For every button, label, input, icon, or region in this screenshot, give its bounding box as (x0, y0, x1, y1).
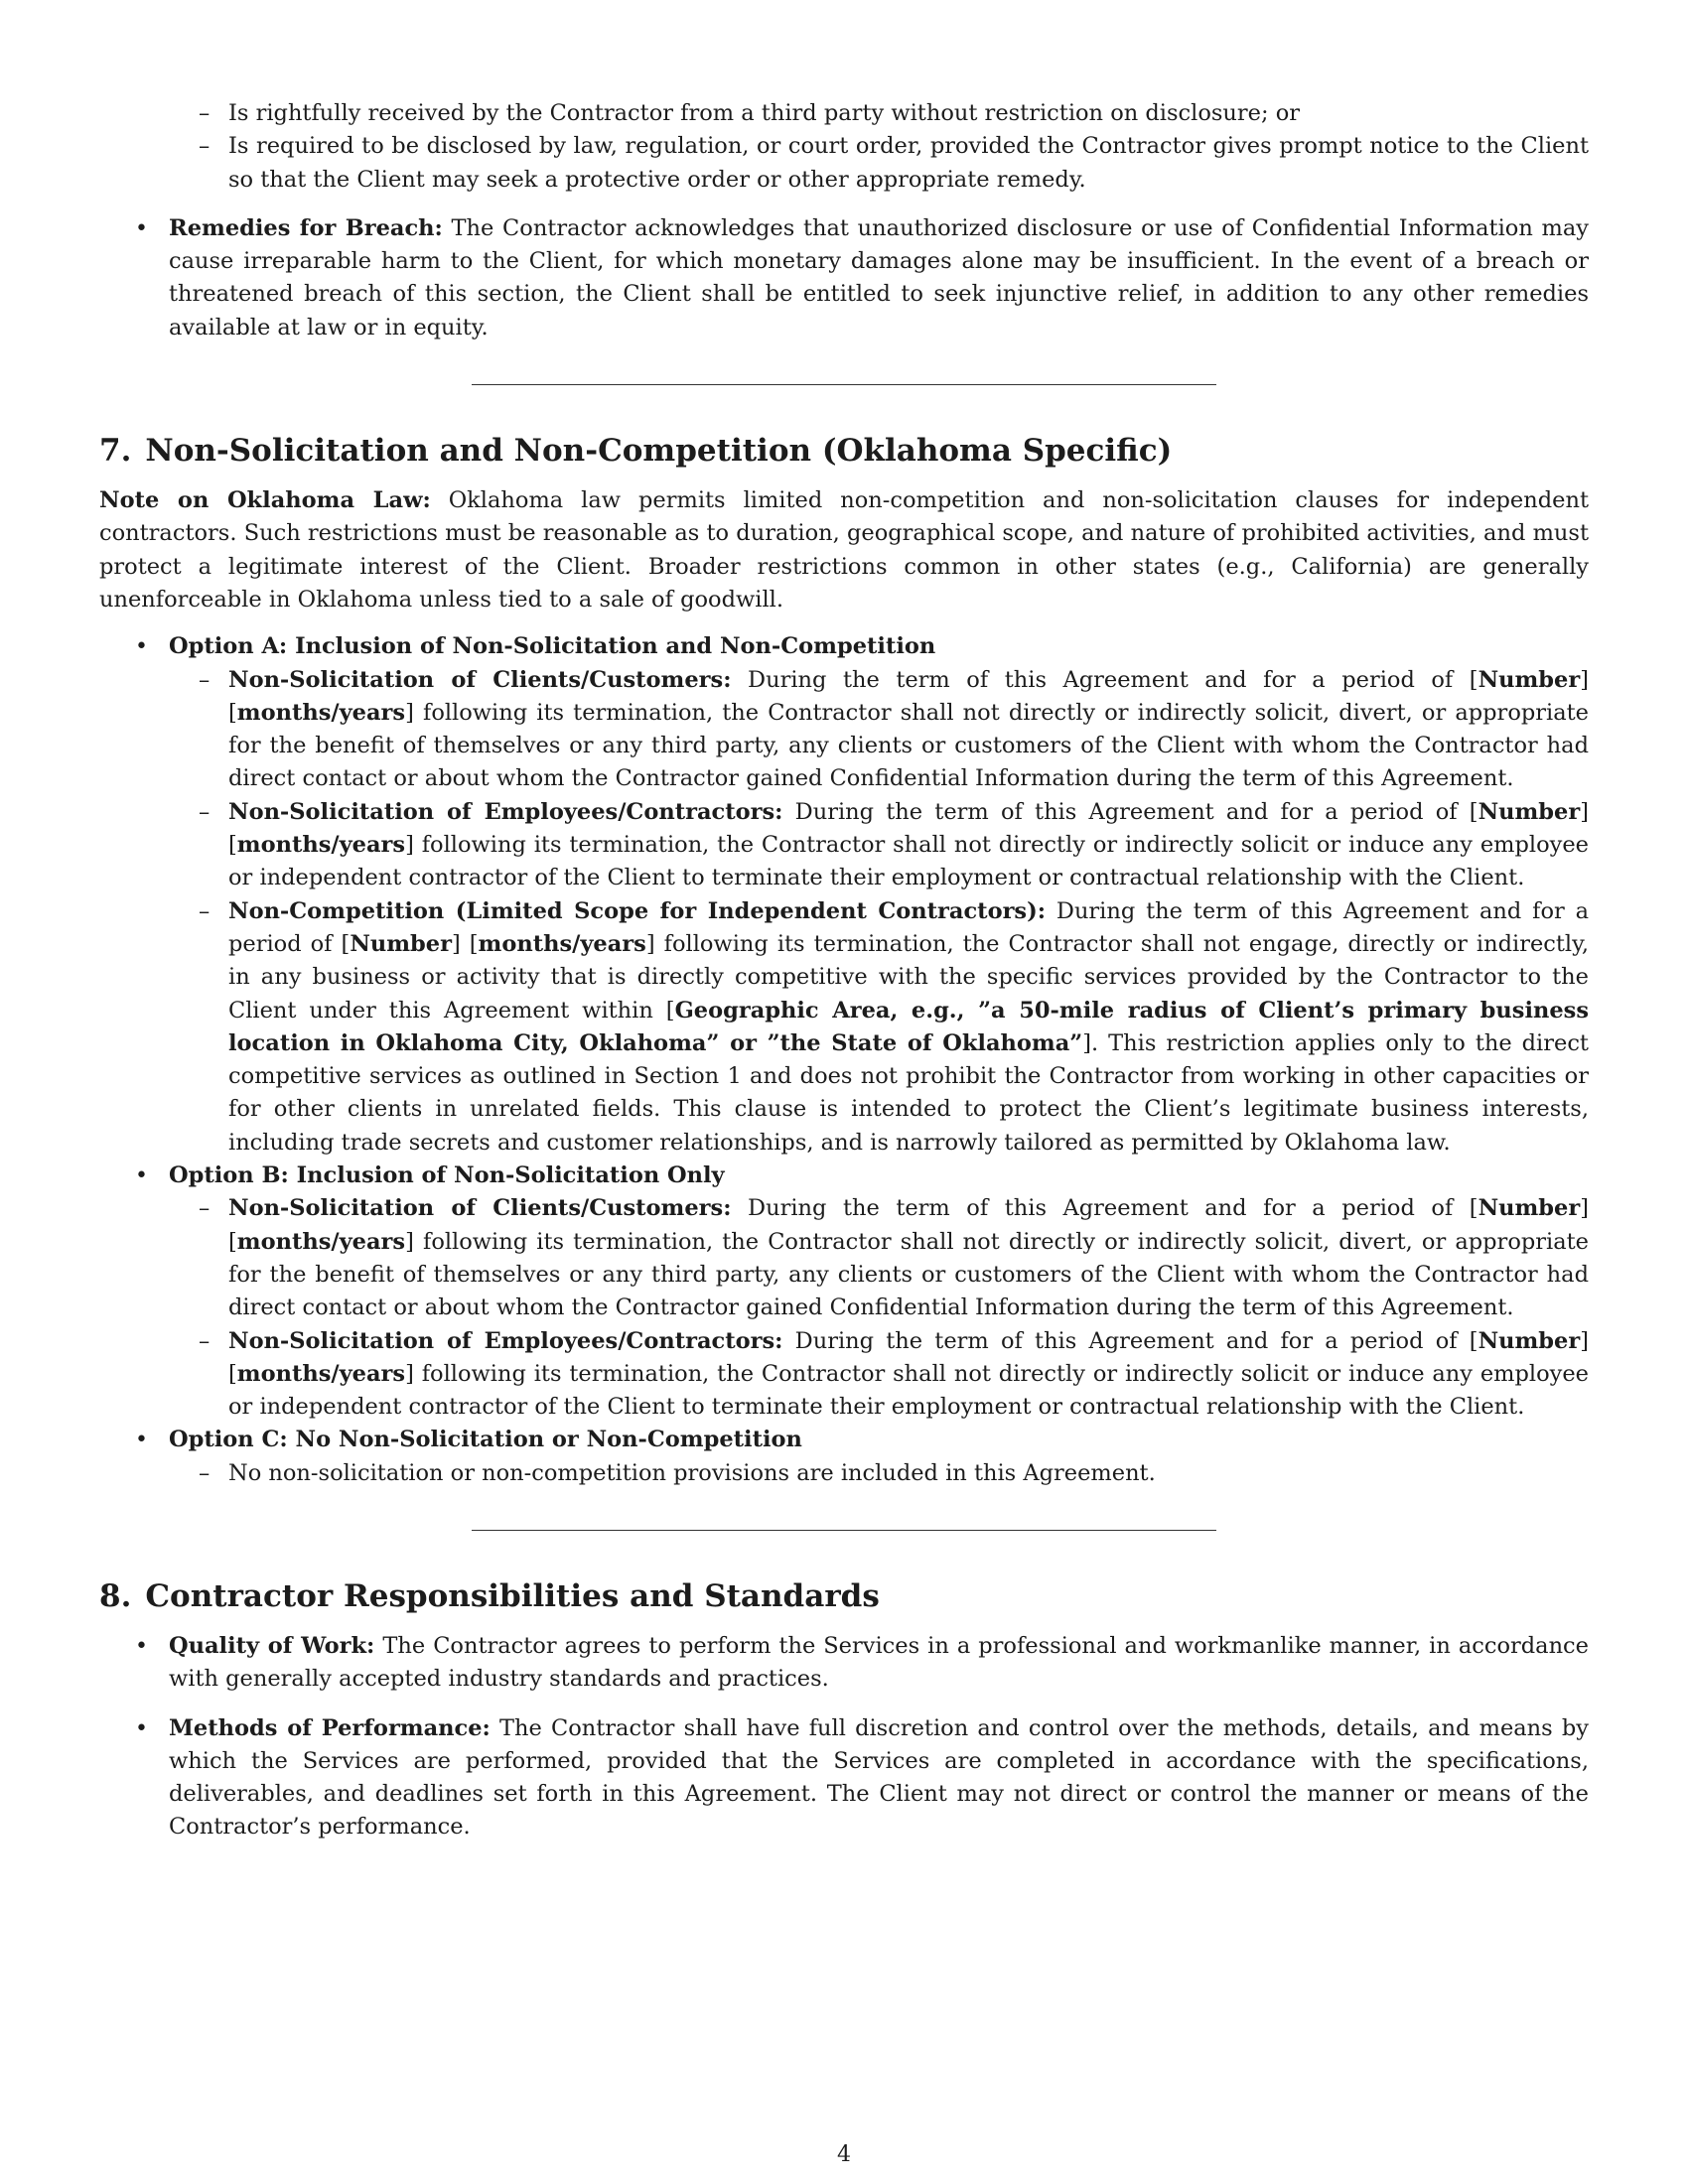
list-item: – Non-Solicitation of Employees/Contractors: During the term of this Agreement and for a period of [Number] [months/years] following its termination, the Contractor shall not directly or indirectly solicit or induce any employee or independent contractor of the Client to terminate their employment or contractual relationship with the Client. (169, 796, 1589, 895)
quality-of-work-item: • Quality of Work: The Contractor agrees to perform the Services in a professional and workmanlike manner, in accordance with generally accepted industry standards and practices. (99, 1630, 1589, 1697)
remedies-label: Remedies for Breach: (169, 214, 443, 241)
section-8-list (99, 1630, 1589, 1844)
list-item: – Non-Solicitation of Clients/Customers: During the term of this Agreement and for a period of [Number] [months/years] following its termination, the Contractor shall not directly or indirectly solicit, divert, or appropriate for the benefit of themselves or any third party, any clients or customers of the Client with whom the Contractor had direct contact or about whom the Contractor gained Confidential Information during the term of this Agreement. (169, 1192, 1589, 1324)
list-item: – Non-Solicitation of Clients/Customers: During the term of this Agreement and for a period of [Number] [months/years] following its termination, the Contractor shall not directly or indirectly solicit, divert, or appropriate for the benefit of themselves or any third party, any clients or customers of the Client with whom the Contractor had direct contact or about whom the Contractor gained Confidential Information during the term of this Agreement. (169, 664, 1589, 796)
list-item: – Is required to be disclosed by law, regulation, or court order, provided the Contractor gives prompt notice to the Client so that the Client may seek a protective order or other appropriate remedy. (99, 130, 1589, 197)
option-a (99, 630, 1589, 1160)
list-item: – Non-Solicitation of Employees/Contractors: During the term of this Agreement and for a period of [Number] [months/years] following its termination, the Contractor shall not directly or indirectly solicit or induce any employee or independent contractor of the Client to terminate their employment or contractual relationship with the Client. (169, 1325, 1589, 1425)
section-8-heading: 8. Contractor Responsibilities and Standards (99, 1577, 880, 1614)
option-b-title: Option B: Inclusion of Non-Solicitation Only (169, 1162, 725, 1189)
methods-of-performance-item: • Methods of Performance: The Contractor shall have full discretion and control over the methods, details, and means by which the Services are performed, provided that the Services are completed in accordance with the specifications, deliverables, and deadlines set forth in this Agreement. The Client may not direct or control the manner or means of the Contractor’s performance. (99, 1712, 1589, 1844)
remedies-item: • Remedies for Breach: The Contractor acknowledges that unauthorized disclosure or use of Confidential Information may cause irreparable harm to the Client, for which monetary damages alone may be insufficient. In the event of a breach or threatened breach of this section, the Client shall be entitled to seek injunctive relief, in addition to any other remedies available at law or in equity. (99, 212, 1589, 344)
section-7-heading: 7. Non-Solicitation and Non-Competition (Oklahoma Specific) (99, 433, 1173, 470)
list-item: – No non-solicitation or non-competition provisions are included in this Agreement. (169, 1457, 1589, 1490)
option-a-title: Option A: Inclusion of Non-Solicitation and Non-Competition (169, 633, 936, 660)
list-item: – Non-Competition (Limited Scope for Independent Contractors): During the term of this Agreement and for a period of [Number] [months/years] following its termination, the Contractor shall not engage, directly or indirectly, in any business or activity that is directly competitive with the specific services provided by the Contractor to the Client under this Agreement within [Geographic Area, e.g., ”a 50-mile radius of Client’s primary business location in Oklahoma City, Oklahoma” or ”the State of Oklahoma”]. This restriction applies only to the direct competitive services as outlined in Section 1 and does not prohibit the Contractor from working in other capacities or for other clients in unrelated fields. This clause is intended to protect the Client’s legitimate business interests, including trade secrets and customer relationships, and is narrowly tailored as permitted by Oklahoma law. (169, 895, 1589, 1160)
section-divider (472, 384, 1216, 385)
remedies-list (99, 212, 1589, 344)
option-b (99, 1160, 1589, 1424)
option-c-title: Option C: No Non-Solicitation or Non-Competition (169, 1427, 802, 1453)
page-number: 4 (837, 2142, 851, 2167)
list-item: – Is rightfully received by the Contractor from a third party without restriction on disclosure; or (99, 97, 1589, 130)
confidentiality-exceptions-list (99, 97, 1589, 197)
document-page (99, 97, 1589, 1844)
oklahoma-law-note: Note on Oklahoma Law: Oklahoma law permits limited non-competition and non-solicitation clauses for independent contractors. Such restrictions must be reasonable as to duration, geographical scope, and nature of prohibited activities, and must protect a legitimate interest of the Client. Broader restrictions common in other states (e.g., California) are generally unenforceable in Oklahoma unless tied to a sale of goodwill. (99, 487, 1589, 613)
section-7-options (99, 630, 1589, 1490)
option-c (99, 1424, 1589, 1490)
section-divider (472, 1530, 1216, 1531)
